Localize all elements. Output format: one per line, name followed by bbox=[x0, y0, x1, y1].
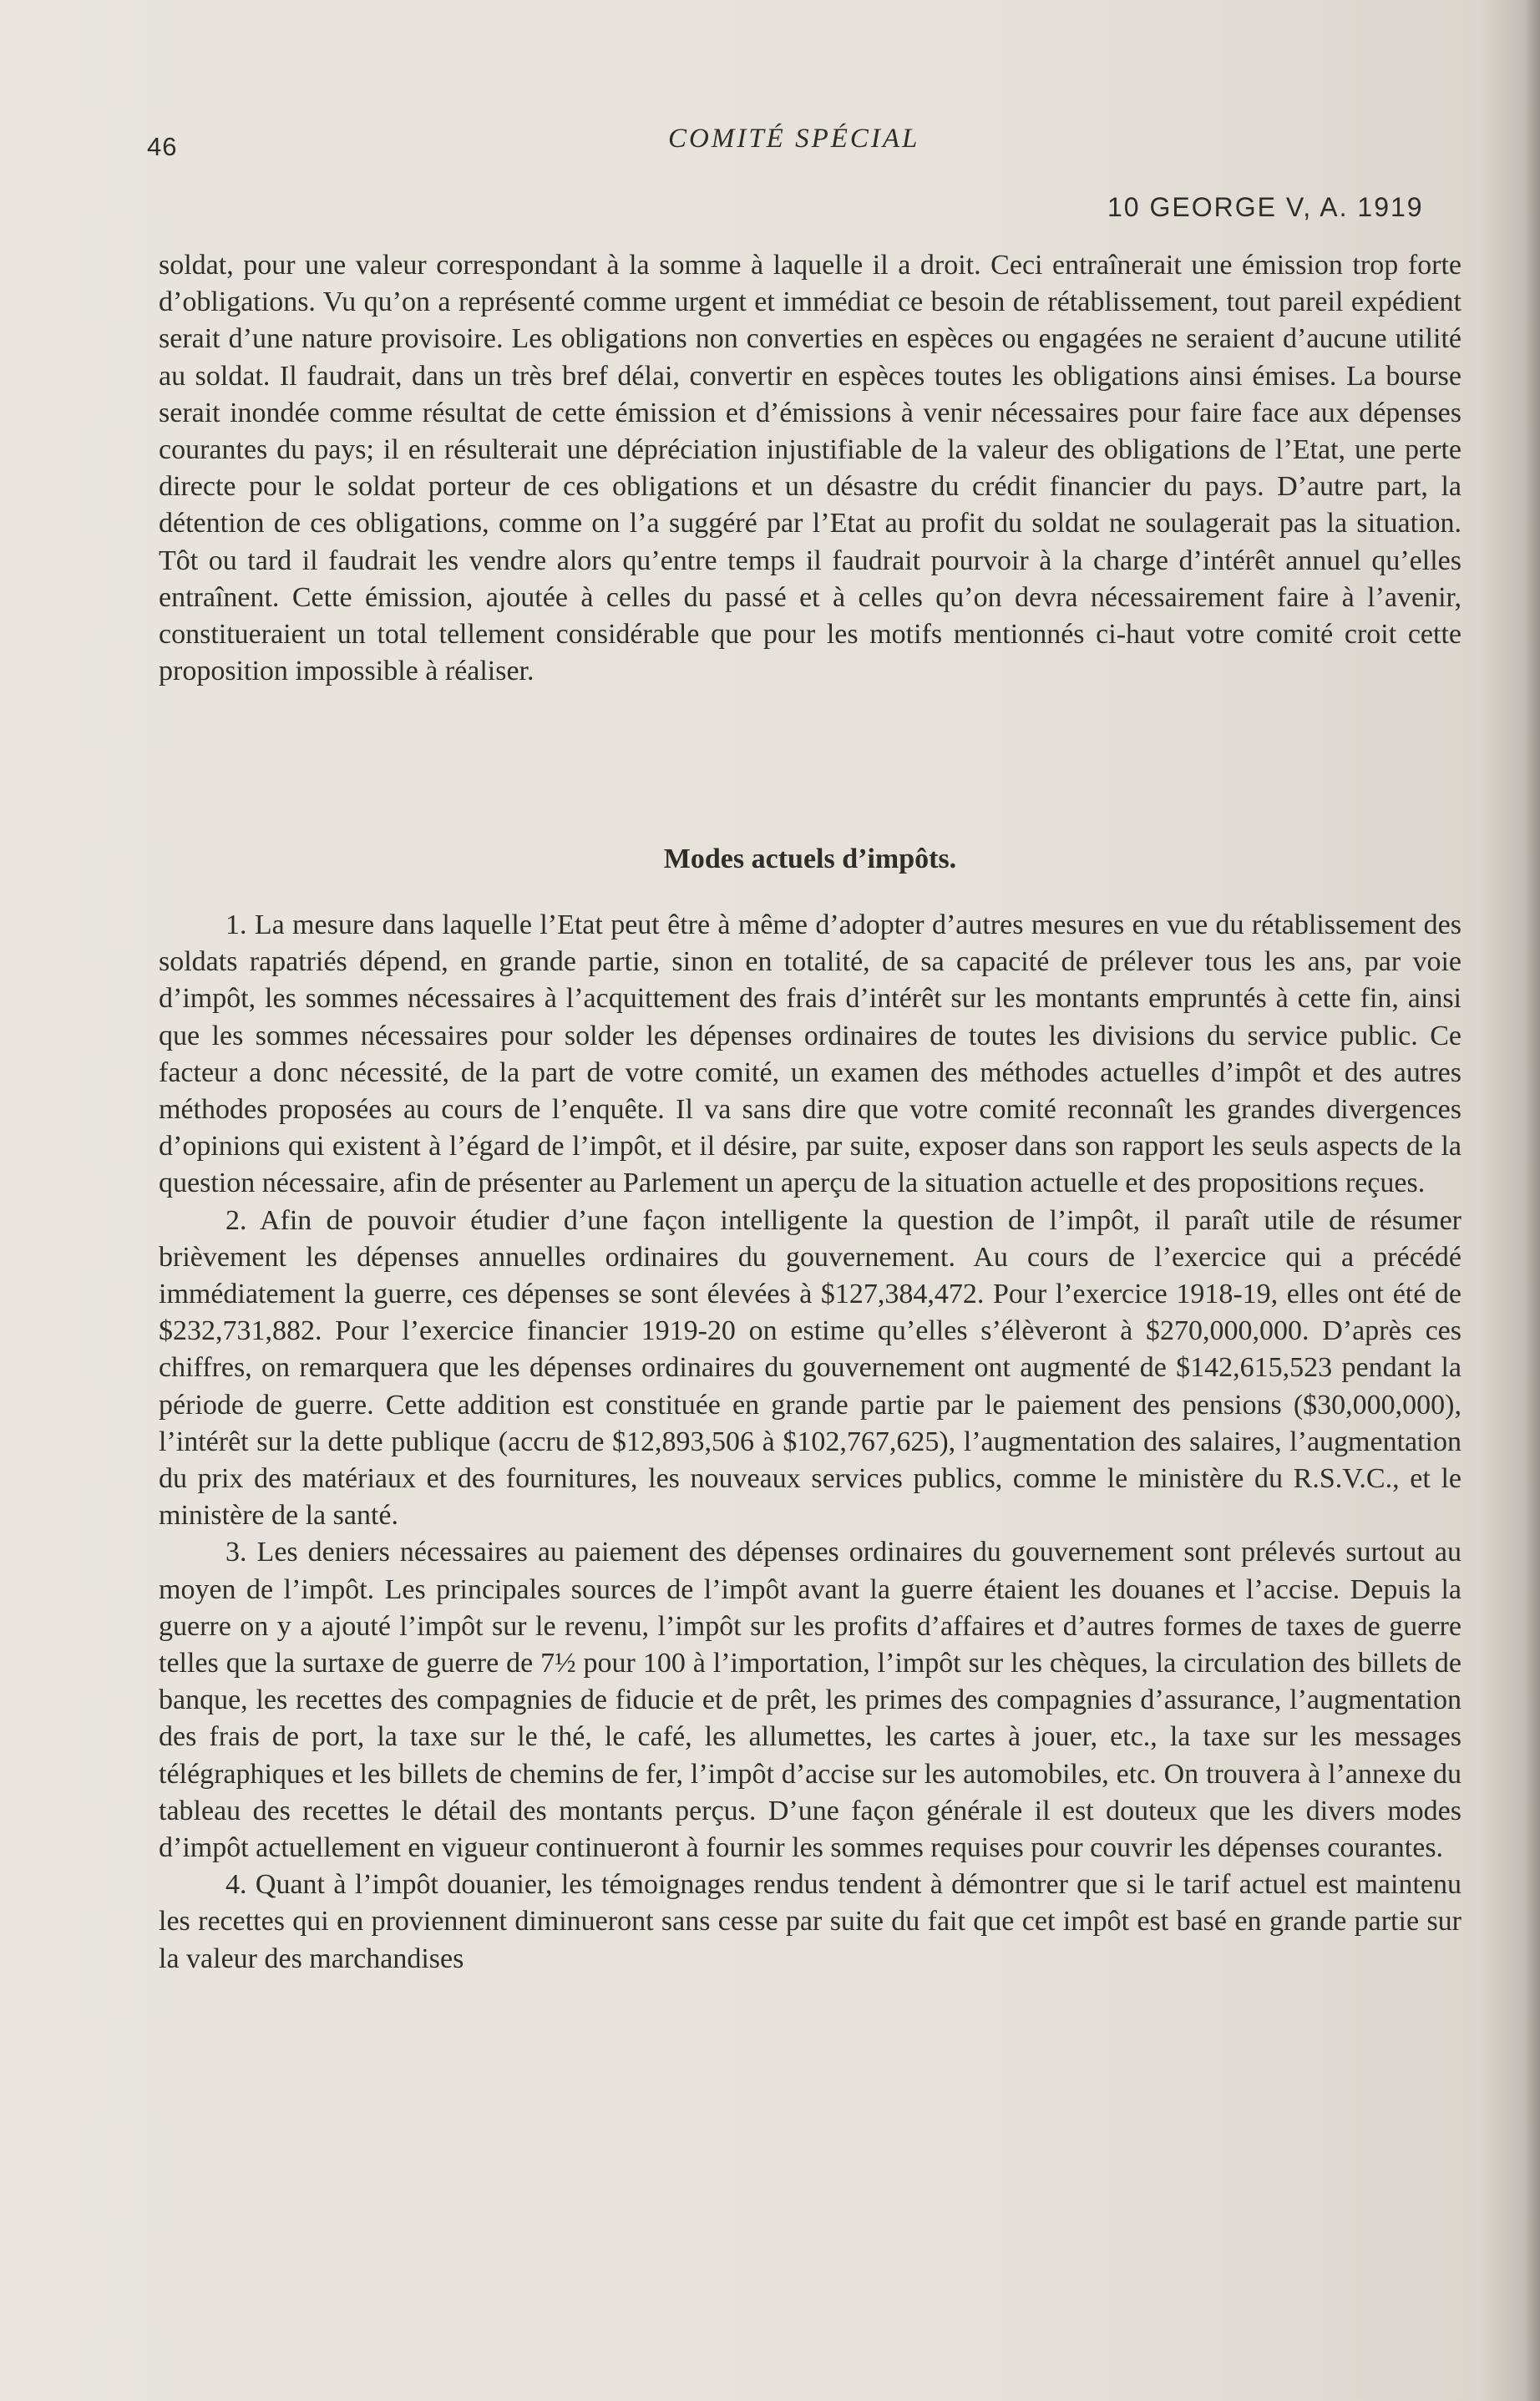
paragraph-3: 3. Les deniers nécessaires au paiement des dépenses ordinaires du gouvernement sont prélevés surtout au moyen de l’impôt. Les principales sources de l’impôt avant la guerre étaient les douanes et l’accise. Depuis la guerre on y a ajouté l’impôt sur le revenu, l’impôt sur les profits d’affaires et d’autres formes de taxes de guerre telles que la surtaxe de guerre de 7½ pour 100 à l’importation, l’impôt sur les chèques, la circulation des billets de banque, les recettes des compagnies de fiducie et de prêt, les primes des compagnies d’assurance, l’augmentation des frais de port, la taxe sur le thé, le café, les allumettes, les cartes à jouer, etc., la taxe sur les messages télégraphiques et les billets de chemins de fer, l’impôt d’accise sur les automobiles, etc. On trouvera à l’annexe du tableau des recettes le détail des montants perçus. D’une façon générale il est douteux que les divers modes d’impôt actuellement en vigueur continueront à fournir les sommes requises pour couvrir les dépenses courantes. bbox=[159, 1537, 1461, 1864]
section-heading: Modes actuels d’impôts. bbox=[663, 843, 957, 874]
intro-paragraph: soldat, pour une valeur correspondant à la somme à laquelle il a droit. Ceci entraînerait une émission trop forte d’obligations. Vu qu’on a représenté comme urgent et immédiat ce besoin de rétablissement, tout pareil expédient serait d’une nature provisoire. Les obligations non converties en espèces ou engagées ne seraient d’aucune utilité au soldat. Il faudrait, dans un très bref délai, convertir en espèces toutes les obligations ainsi émises. La bourse serait inondée comme résultat de cette émission et d’émissions à venir nécessaires pour faire face aux dépenses courantes du pays; il en résulterait une dépréciation injustifiable de la valeur des obligations de l’Etat, une perte directe pour le soldat porteur de ces obligations et un désastre du crédit financier du pays. D’autre part, la détention de ces obligations, comme on l’a suggéré par l’Etat au profit du soldat ne soulagerait pas la situation. Tôt ou tard il faudrait les vendre alors qu’entre temps il faudrait pourvoir à la charge d’intérêt annuel qu’elles entraînent. Cette émission, ajoutée à celles du passé et à celles qu’on devra nécessairement faire à l’avenir, constitueraient un total tellement considérable que pour les motifs mentionnés ci-haut votre comité croit cette proposition impossible à réaliser. bbox=[159, 250, 1461, 687]
running-title: COMITÉ SPÉCIAL bbox=[668, 124, 920, 154]
page-number: 46 bbox=[147, 132, 178, 161]
page-edge-shadow bbox=[1525, 0, 1540, 2401]
intro-block bbox=[159, 247, 1461, 690]
paragraph-1: 1. La mesure dans laquelle l’Etat peut être à même d’adopter d’autres mesures en vue du rétablissement des soldats rapatriés dépend, en grande partie, sinon en totalité, de sa capacité de prélever tous les ans, par voie d’impôt, les sommes nécessaires à l’acquittement des frais d’intérêt sur les montants empruntés à cette fin, ainsi que les sommes nécessaires pour solder les dépenses ordinaires de toutes les divisions du service public. Ce facteur a donc nécessité, de la part de votre comité, un examen des méthodes actuelles d’impôt et des autres méthodes proposées au cours de l’enquête. Il va sans dire que votre comité reconnaît les grandes divergences d’opinions qui existent à l’égard de l’impôt, et il désire, par suite, exposer dans son rapport les seuls aspects de la question nécessaire, afin de présenter au Parlement un aperçu de la situation actuelle et des propositions reçues. bbox=[159, 909, 1461, 1199]
paragraph-2: 2. Afin de pouvoir étudier d’une façon intelligente la question de l’impôt, il paraît utile de résumer brièvement les dépenses annuelles ordinaires du gouvernement. Au cours de l’exercice qui a précédé immédiatement la guerre, ces dépenses se sont élevées à $127,384,472. Pour l’exercice 1918-19, elles ont été de $232,731,882. Pour l’exercice financier 1919-20 on estime qu’elles s’élèveront à $270,000,000. D’après ces chiffres, on remarquera que les dépenses ordinaires du gouvernement ont augmenté de $142,615,523 pendant la période de guerre. Cette addition est constituée en grande partie par le paiement des pensions ($30,000,000), l’intérêt sur la dette publique (accru de $12,893,506 à $102,767,625), l’augmentation des salaires, l’augmentation du prix des matériaux et des fournitures, les nouveaux services publics, comme le ministère du R.S.V.C., et le ministère de la santé. bbox=[159, 1204, 1461, 1532]
paragraph-4: 4. Quant à l’impôt douanier, les témoignages rendus tendent à démontrer que si le tarif actuel est maintenu les recettes qui en proviennent diminueront sans cesse par suite du fait que cet impôt est basé en grande partie sur la valeur des marchandises bbox=[159, 1869, 1461, 1974]
numbered-section bbox=[159, 907, 1461, 1978]
session-line: 10 GEORGE V, A. 1919 bbox=[1107, 192, 1424, 222]
